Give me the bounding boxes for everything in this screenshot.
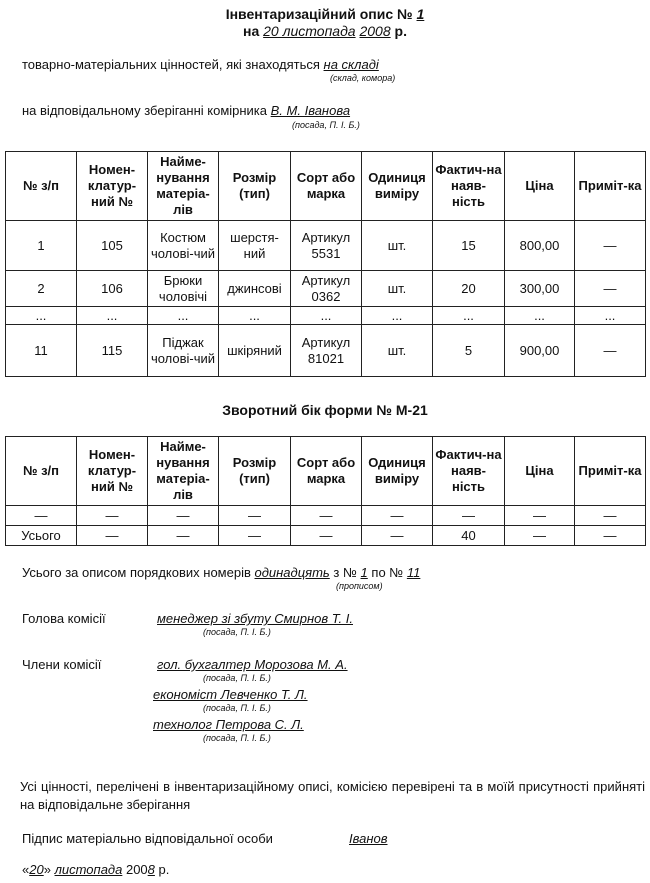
table-header-row xyxy=(6,152,646,221)
summary-table xyxy=(5,436,646,546)
cell: 5 xyxy=(433,325,505,377)
total-to-label: по № xyxy=(371,565,404,580)
custody-hint: (посада, П. І. Б.) xyxy=(292,120,360,130)
cell: ... xyxy=(6,307,77,325)
title-prefix: Інвентаризаційний опис № xyxy=(225,6,413,22)
cell: — xyxy=(291,506,362,526)
inventory-table xyxy=(5,151,646,377)
commission-member-2: економіст Левченко Т. Л. xyxy=(153,687,308,702)
col-unit: Одиниця виміру xyxy=(362,152,433,221)
cell: 300,00 xyxy=(505,271,575,307)
commission-head-hint: (посада, П. І. Б.) xyxy=(203,627,271,637)
date-suffix-final: р. xyxy=(158,862,170,877)
date-day: 20 xyxy=(29,862,44,877)
acceptance-statement: Усі цінності, перелічені в інвентаризаційному описі, комісією перевірені та в моїй присутності прийняті на відповідальне зберігання xyxy=(20,779,645,812)
col-note: Приміт-ка xyxy=(575,152,646,221)
cell: ... xyxy=(433,307,505,325)
col-actual: Фактич-на наяв-ність xyxy=(433,437,505,506)
cell: ... xyxy=(575,307,646,325)
col-note: Приміт-ка xyxy=(575,437,646,506)
cell: — xyxy=(219,526,291,546)
total-count-words: одинадцять xyxy=(254,565,330,580)
location-line xyxy=(22,57,379,72)
table-row xyxy=(6,307,646,325)
cell: — xyxy=(148,526,219,546)
cell: 20 xyxy=(433,271,505,307)
title-number: 1 xyxy=(416,6,425,22)
table-row xyxy=(6,506,646,526)
date-month: листопада xyxy=(54,862,123,877)
cell: 105 xyxy=(77,221,148,271)
col-nomenclature: Номен-клатур-ний № xyxy=(77,437,148,506)
cell: шт. xyxy=(362,271,433,307)
cell: — xyxy=(6,506,77,526)
commission-member-1: гол. бухгалтер Морозова М. А. xyxy=(157,657,348,672)
cell: — xyxy=(575,325,646,377)
col-name: Найме-нування матеріа-лів xyxy=(148,437,219,506)
cell: — xyxy=(77,506,148,526)
cell: джинсові xyxy=(219,271,291,307)
custody-value: В. М. Іванова xyxy=(270,103,351,118)
cell: 11 xyxy=(6,325,77,377)
document-date xyxy=(0,23,650,39)
cell: ... xyxy=(148,307,219,325)
cell: ... xyxy=(362,307,433,325)
cell: — xyxy=(362,506,433,526)
total-from-label: з № xyxy=(333,565,357,580)
cell: 15 xyxy=(433,221,505,271)
commission-member-1-hint: (посада, П. І. Б.) xyxy=(203,673,271,683)
cell: Артикул 5531 xyxy=(291,221,362,271)
date-year-last: 8 xyxy=(147,862,155,877)
date-year: 2008 xyxy=(359,23,391,39)
cell: — xyxy=(219,506,291,526)
total-to: 11 xyxy=(406,565,421,580)
location-label: товарно-матеріальних цінностей, які знаходяться xyxy=(22,57,320,72)
cell: ... xyxy=(219,307,291,325)
commission-members-label: Члени комісії xyxy=(22,657,102,672)
cell: — xyxy=(77,526,148,546)
table-row xyxy=(6,325,646,377)
signature-value: Іванов xyxy=(349,831,388,846)
col-price: Ціна xyxy=(505,437,575,506)
location-value: на складі xyxy=(323,57,379,72)
document-title xyxy=(0,6,650,22)
col-name: Найме-нування матеріа-лів xyxy=(148,152,219,221)
total-prefix: Усього за описом порядкових номерів xyxy=(22,565,251,580)
location-hint: (склад, комора) xyxy=(330,73,396,83)
total-hint: (прописом) xyxy=(336,581,383,591)
cell: — xyxy=(505,506,575,526)
commission-member-3: технолог Петрова С. Л. xyxy=(153,717,304,732)
cell: шт. xyxy=(362,221,433,271)
col-grade: Сорт або марка xyxy=(291,152,362,221)
total-from: 1 xyxy=(360,565,368,580)
commission-member-2-hint: (посада, П. І. Б.) xyxy=(203,703,271,713)
cell: — xyxy=(291,526,362,546)
cell: шкіряний xyxy=(219,325,291,377)
cell: шт. xyxy=(362,325,433,377)
col-nomenclature: Номен-клатур-ний № xyxy=(77,152,148,221)
cell: Піджак чолові-чий xyxy=(148,325,219,377)
custody-label: на відповідальному зберіганні комірника xyxy=(22,103,268,118)
cell: Брюки чоловічі xyxy=(148,271,219,307)
col-size: Розмір (тип) xyxy=(219,152,291,221)
cell: 800,00 xyxy=(505,221,575,271)
cell: — xyxy=(433,506,505,526)
date-open-quote: « xyxy=(22,862,30,877)
cell: ... xyxy=(291,307,362,325)
col-number: № з/п xyxy=(6,152,77,221)
cell: — xyxy=(505,526,575,546)
custody-line xyxy=(22,103,350,118)
back-side-title: Зворотний бік форми № М-21 xyxy=(222,402,428,418)
cell: 115 xyxy=(77,325,148,377)
date-year-prefix: 200 xyxy=(125,862,148,877)
commission-head-label: Голова комісії xyxy=(22,611,106,626)
cell: 106 xyxy=(77,271,148,307)
date-prefix: на xyxy=(243,23,260,39)
commission-head-value: менеджер зі збуту Смирнов Т. І. xyxy=(157,611,353,626)
cell: Артикул 0362 xyxy=(291,271,362,307)
col-price: Ціна xyxy=(505,152,575,221)
commission-member-3-hint: (посада, П. І. Б.) xyxy=(203,733,271,743)
date-close-quote: » xyxy=(43,862,51,877)
final-date xyxy=(22,862,169,877)
cell: Усього xyxy=(6,526,77,546)
total-line xyxy=(22,565,420,580)
col-grade: Сорт або марка xyxy=(291,437,362,506)
table-row-total xyxy=(6,526,646,546)
col-number: № з/п xyxy=(6,437,77,506)
cell: — xyxy=(575,271,646,307)
cell: 1 xyxy=(6,221,77,271)
date-suffix: р. xyxy=(394,23,407,39)
cell: — xyxy=(575,221,646,271)
cell: ... xyxy=(77,307,148,325)
cell: 40 xyxy=(433,526,505,546)
cell: — xyxy=(362,526,433,546)
cell: 2 xyxy=(6,271,77,307)
cell: — xyxy=(575,506,646,526)
cell: — xyxy=(148,506,219,526)
cell: шерстя-ний xyxy=(219,221,291,271)
signature-label: Підпис матеріально відповідальної особи xyxy=(22,831,273,846)
cell: — xyxy=(575,526,646,546)
table-header-row xyxy=(6,437,646,506)
cell: Артикул 81021 xyxy=(291,325,362,377)
cell: Костюм чолові-чий xyxy=(148,221,219,271)
table-row xyxy=(6,271,646,307)
cell: 900,00 xyxy=(505,325,575,377)
col-actual: Фактич-на наяв-ність xyxy=(433,152,505,221)
date-day-month: 20 листопада xyxy=(263,23,356,39)
cell: ... xyxy=(505,307,575,325)
col-unit: Одиниця виміру xyxy=(362,437,433,506)
col-size: Розмір (тип) xyxy=(219,437,291,506)
table-row xyxy=(6,221,646,271)
